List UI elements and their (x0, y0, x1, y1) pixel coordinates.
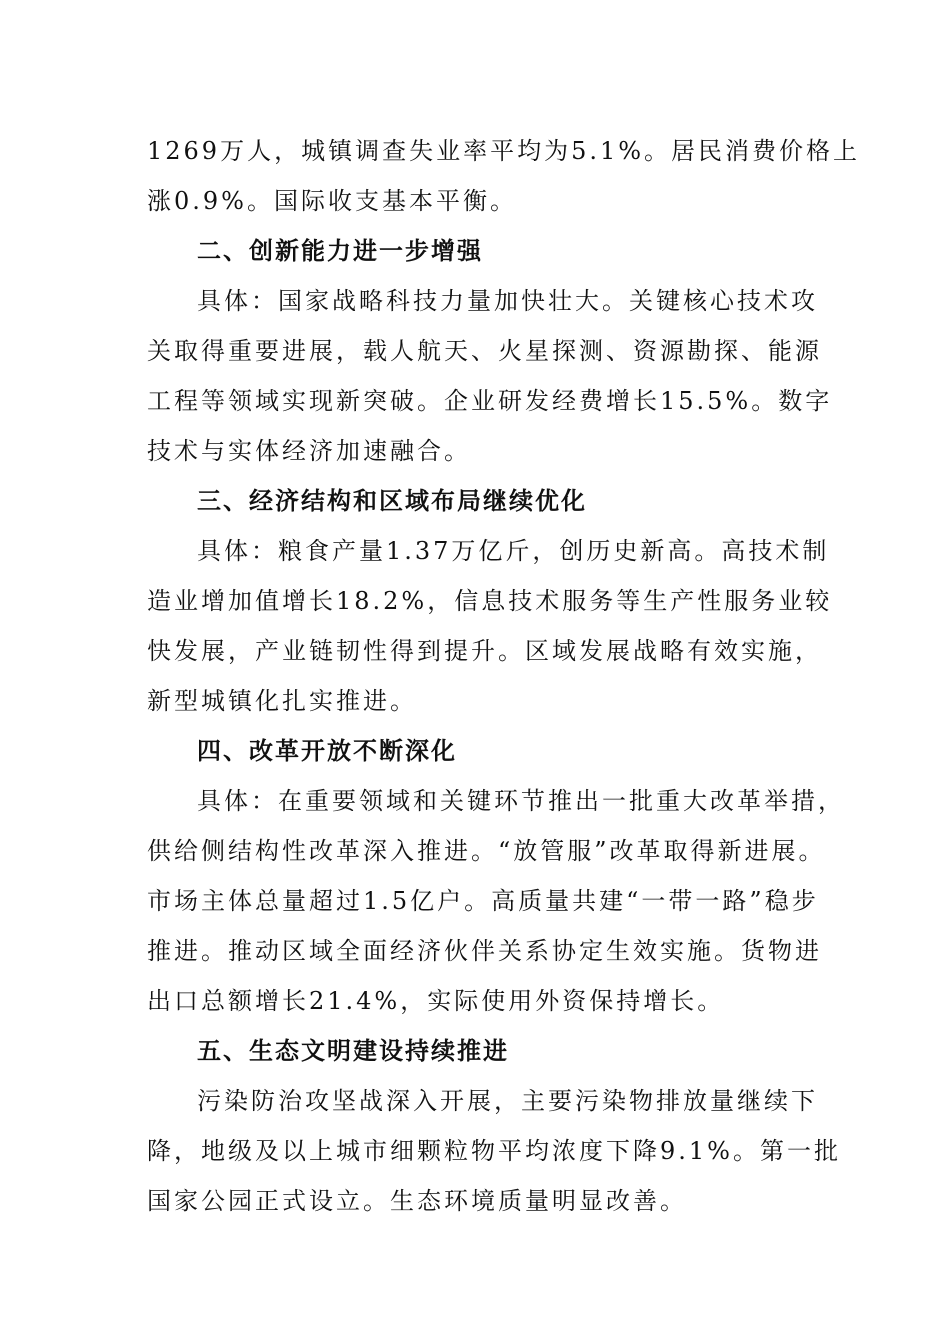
body-text-line: 推进。推动区域全面经济伙伴关系协定生效实施。货物进 (147, 937, 822, 965)
body-text-line: 技术与实体经济加速融合。 (147, 437, 471, 465)
body-text-line: 供给侧结构性改革深入推进。“放管服”改革取得新进展。 (147, 837, 826, 865)
body-text-line: 快发展，产业链韧性得到提升。区域发展战略有效实施， (147, 637, 822, 665)
body-text-line: 具体：粮食产量1.37万亿斤，创历史新高。高技术制 (197, 537, 830, 565)
body-text-line: 出口总额增长21.4%，实际使用外资保持增长。 (147, 987, 725, 1015)
body-text-line: 造业增加值增长18.2%，信息技术服务等生产性服务业较 (147, 587, 833, 615)
body-text-line: 新型城镇化扎实推进。 (147, 687, 417, 715)
section-heading: 四、改革开放不断深化 (197, 737, 457, 765)
body-text-line: 关取得重要进展，载人航天、火星探测、资源勘探、能源 (147, 337, 822, 365)
body-text-line: 具体：在重要领域和关键环节推出一批重大改革举措， (197, 787, 845, 815)
section-heading: 二、创新能力进一步增强 (197, 237, 483, 265)
body-text-line: 1269万人，城镇调查失业率平均为5.1%。居民消费价格上 (147, 137, 861, 165)
body-text-line: 具体：国家战略科技力量加快壮大。关键核心技术攻 (197, 287, 818, 315)
section-heading: 五、生态文明建设持续推进 (197, 1037, 509, 1065)
document-body (147, 126, 861, 1226)
section-heading: 三、经济结构和区域布局继续优化 (197, 487, 587, 515)
body-text-line: 市场主体总量超过1.5亿户。高质量共建“一带一路”稳步 (147, 887, 819, 915)
body-text-line: 国家公园正式设立。生态环境质量明显改善。 (147, 1187, 687, 1215)
body-text-line: 涨0.9%。国际收支基本平衡。 (147, 187, 517, 215)
body-text-line: 污染防治攻坚战深入开展，主要污染物排放量继续下 (197, 1087, 818, 1115)
body-text-line: 工程等领域实现新突破。企业研发经费增长15.5%。数字 (147, 387, 833, 415)
body-text-line: 降，地级及以上城市细颗粒物平均浓度下降9.1%。第一批 (147, 1137, 841, 1165)
